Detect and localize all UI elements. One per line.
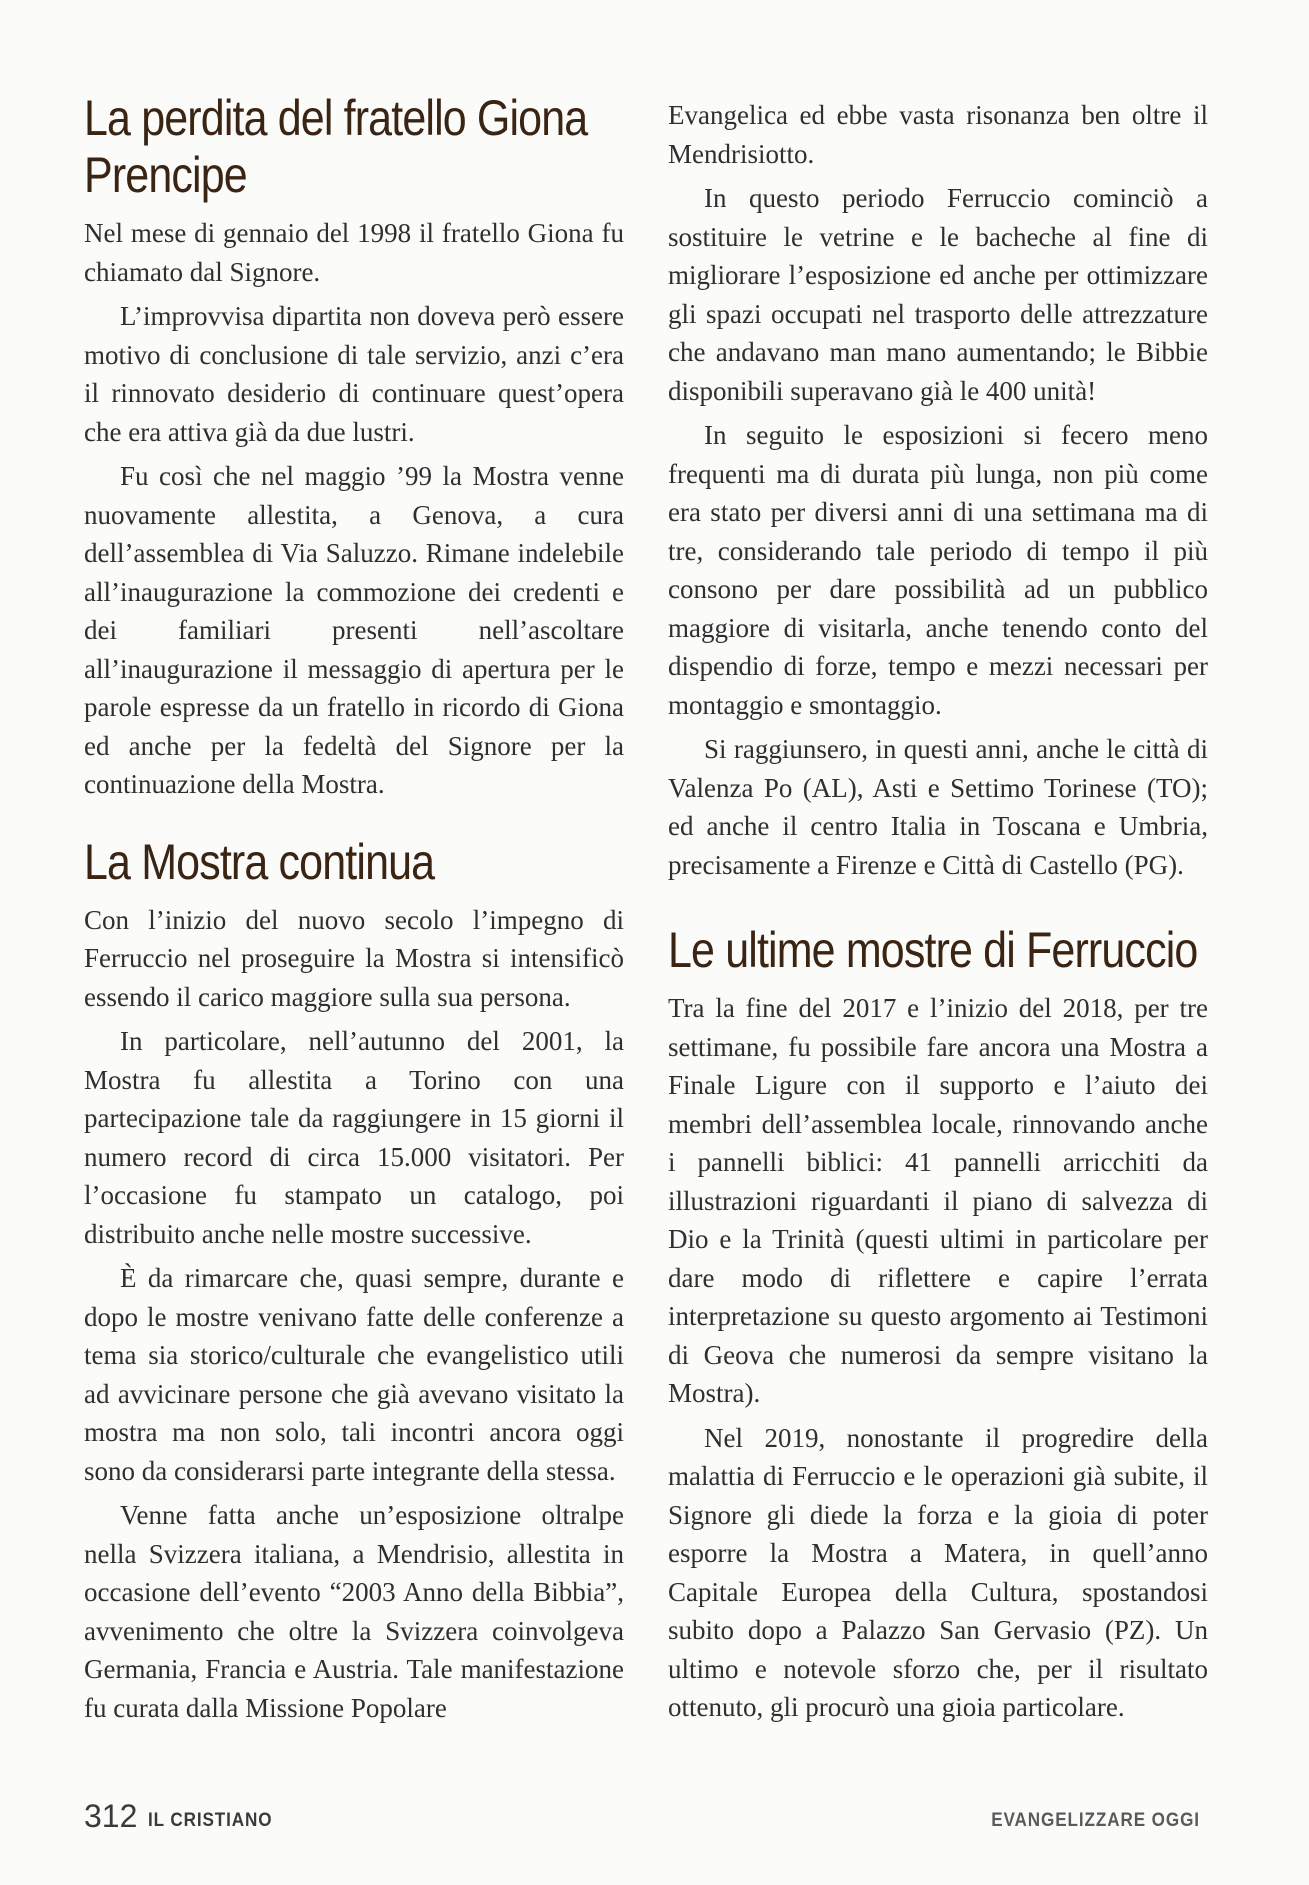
- paragraph: In seguito le esposizioni si fecero meno frequenti ma di durata più lunga, non più come era stato per diversi anni di una settimana ma di tre, considerando tale periodo di tempo il più consono per dare possibilità ad un pubblico maggiore di visitarla, anche tenendo conto del dispendio di forze, tempo e mezzi necessari per montaggio e smontaggio.: [668, 420, 1208, 720]
- right-column: [668, 96, 1208, 1727]
- section-heading-ultime-mostre: Le ultime mostre di Ferruccio: [668, 922, 1198, 978]
- paragraph: L’improvvisa dipartita non doveva però essere motivo di conclusione di tale servizio, anzi c’era il rinnovato desiderio di continuare quest’opera che era attiva già da due lustri.: [84, 301, 624, 447]
- paragraph: È da rimarcare che, quasi sempre, durante e dopo le mostre venivano fatte delle conferenze a tema sia storico/culturale che evangelistico utili ad avvicinare persone che già avevano visitato la mostra ma non solo, tali incontri ancora oggi sono da considerarsi parte integrante della stessa.: [84, 1263, 624, 1486]
- paragraph: Evangelica ed ebbe vasta risonanza ben oltre il Mendrisiotto.: [668, 100, 1208, 169]
- paragraph: Fu così che nel maggio ’99 la Mostra venne nuovamente allestita, a Genova, a cura dell’assemblea di Via Saluzzo. Rimane indelebile all’inaugurazione la commozione dei credenti e dei familiari presenti nell’ascoltare all’inaugurazione il messaggio di apertura per le parole espresse da un fratello in ricordo di Giona ed anche per la fedeltà del Signore per la continuazione della Mostra.: [84, 461, 624, 799]
- paragraph: Si raggiunsero, in questi anni, anche le città di Valenza Po (AL), Asti e Settimo Torinese (TO); ed anche il centro Italia in Toscana e Umbria, precisamente a Firenze e Città di Castello (PG).: [668, 734, 1208, 880]
- section-name: EVANGELIZZARE OGGI: [991, 1810, 1200, 1831]
- paragraph: Nel mese di gennaio del 1998 il fratello Giona fu chiamato dal Signore.: [84, 218, 624, 287]
- publication-name: IL CRISTIANO: [148, 1810, 273, 1831]
- paragraph: Con l’inizio del nuovo secolo l’impegno di Ferruccio nel proseguire la Mostra si intensificò essendo il carico maggiore sulla sua persona.: [84, 904, 624, 1012]
- page-footer: [84, 1798, 1200, 1834]
- paragraph: Venne fatta anche un’esposizione oltralpe nella Svizzera italiana, a Mendrisio, allestita in occasione dell’evento “2003 Anno della Bibbia”, avvenimento che oltre la Svizzera coinvolgeva Germania, Francia e Austria. Tale manifestazione fu curata dalla Missione Popolare: [84, 1500, 624, 1723]
- paragraph: In questo periodo Ferruccio cominciò a sostituire le vetrine e le bacheche al fine di migliorare l’esposizione ed anche per ottimizzare gli spazi occupati nel trasporto delle attrezzature che andavano man mano aumentando; le Bibbie disponibili superavano già le 400 unità!: [668, 183, 1208, 406]
- paragraph: Nel 2019, nonostante il progredire della malattia di Ferruccio e le operazioni già subite, il Signore gli diede la forza e la gioia di poter esporre la Mostra a Matera, in quell’anno Capitale Europea della Cultura, spostandosi subito dopo a Palazzo San Gervasio (PZ). Un ultimo e notevole sforzo che, per il risultato ottenuto, gli procurò una gioia particolare.: [668, 1422, 1208, 1722]
- left-column: [84, 90, 624, 1727]
- paragraph: In particolare, nell’autunno del 2001, la Mostra fu allestita a Torino con una partecipazione tale da raggiungere in 15 giorni il numero record di circa 15.000 visitatori. Per l’occasione fu stampato un catalogo, poi distribuito anche nelle mostre successive.: [84, 1026, 624, 1249]
- section-heading-perdita: La perdita del fratello Giona Prencipe: [84, 90, 588, 203]
- section-heading-mostra-continua: La Mostra continua: [84, 833, 435, 890]
- paragraph: Tra la fine del 2017 e l’inizio del 2018, per tre settimane, fu possibile fare ancora una Mostra a Finale Ligure con il supporto e l’aiuto dei membri dell’assemblea locale, rinnovando anche i pannelli biblici: 41 pannelli arricchiti da illustrazioni riguardanti il piano di salvezza di Dio e la Trinità (questi ultimi in particolare per dare modo di riflettere e capire l’errata interpretazione su questo argomento ai Testimoni di Geova che numerosi da sempre visitano la Mostra).: [668, 993, 1208, 1408]
- page-number: 312: [84, 1798, 138, 1834]
